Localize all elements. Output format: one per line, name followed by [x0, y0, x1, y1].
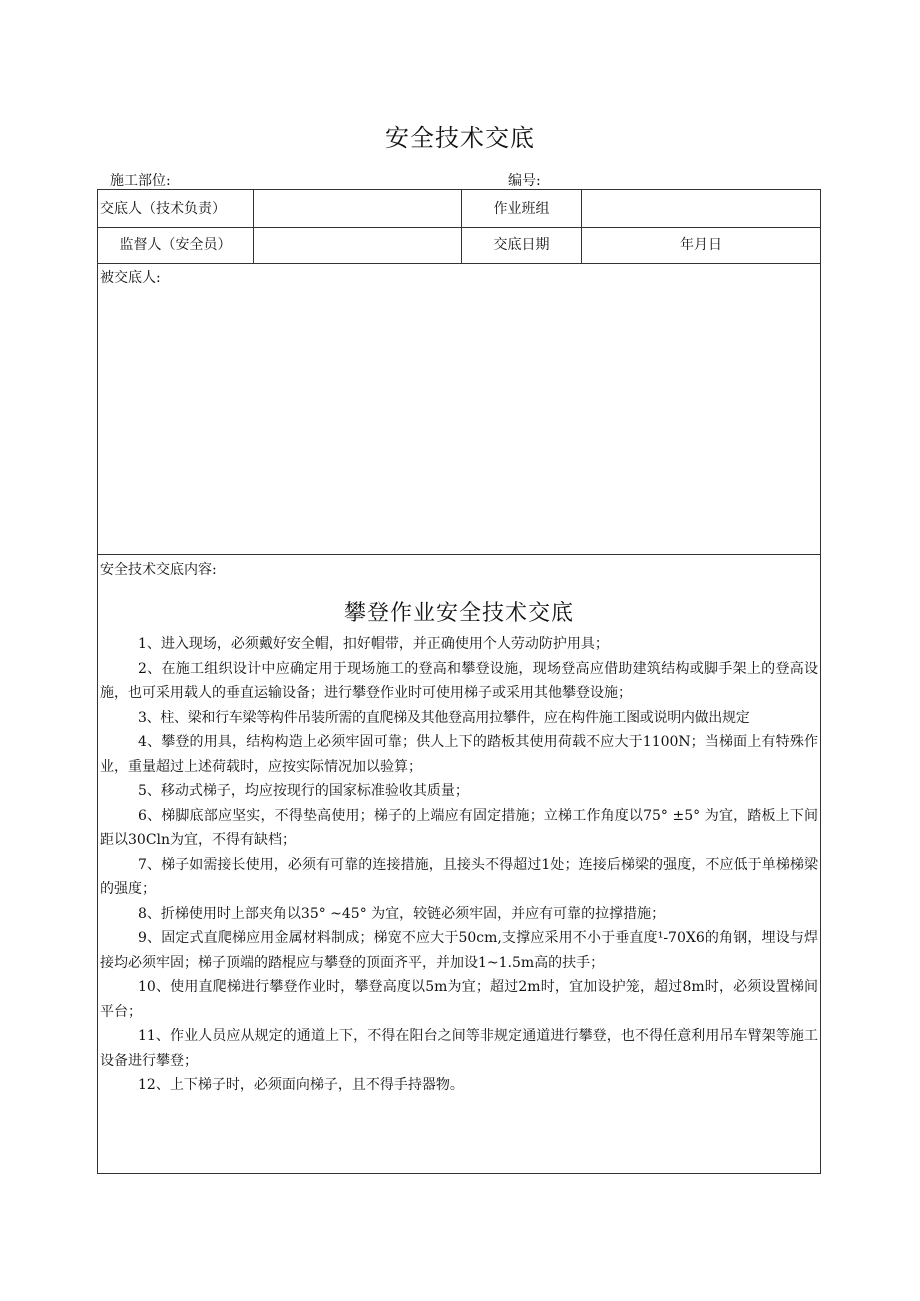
list-item: 1、进入现场，必须戴好安全帽，扣好帽带，并正确使用个人劳动防护用具； — [138, 636, 609, 652]
list-item: 3、柱、梁和行车梁等构件吊装所需的直爬梯及其他登高用拉攀件，应在构件施工图或说明内做出规定 — [138, 709, 750, 726]
recipients-area[interactable] — [100, 290, 818, 550]
discloser-value[interactable] — [254, 191, 460, 226]
work-team-label: 作业班组 — [493, 201, 550, 217]
list-item: 6、梯脚底部应坚实，不得垫高使用；梯子的上端应有固定措施；立梯工作角度以75° ±5° 为宜，踏板上下间距以30Cln为宜，不得有缺档； — [100, 807, 818, 848]
list-item: 10、使用直爬梯进行攀登作业时，攀登高度以5m为宜；超过2m时，宜加设护笼，超过8m时，必须设置梯间平台； — [100, 979, 818, 1020]
disclosure-date-value[interactable]: 年月日 — [680, 237, 722, 253]
document-title: 安全技术交底 — [385, 124, 535, 152]
safety-items-list — [100, 632, 818, 1098]
list-item: 2、在施工组织设计中应确定用于现场施工的登高和攀登设施，现场登高应借助建筑结构或脚手架上的登高设施，也可采用载人的垂直运输设备；进行攀登作业时可使用梯子或采用其他攀登设施； — [100, 660, 818, 701]
disclosure-form — [97, 189, 821, 1174]
list-item: 8、折梯使用时上部夹角以35° ~45° 为宜，较链必须牢固，并应有可靠的拉撑措施； — [138, 905, 666, 922]
list-item: 12、上下梯子时，必须面向梯子，且不得手持器物。 — [138, 1077, 464, 1093]
list-item: 11、作业人员应从规定的通道上下，不得在阳台之间等非规定通道进行攀登，也不得任意利用吊车臂架等施工设备进行攀登； — [100, 1028, 818, 1069]
disclosure-date-label: 交底日期 — [493, 237, 550, 253]
construction-location-label: 施工部位: — [110, 173, 171, 189]
work-team-value[interactable] — [582, 191, 820, 226]
content-label: 安全技术交底内容: — [100, 562, 217, 578]
supervisor-label: 监督人（安全员） — [119, 237, 232, 253]
document-number-label: 编号: — [508, 173, 541, 189]
section-divider — [98, 554, 820, 555]
discloser-label: 交底人（技术负责） — [100, 201, 226, 217]
list-item: 5、移动式梯子，均应按现行的国家标准验收其质量； — [138, 783, 469, 799]
supervisor-value[interactable] — [254, 228, 460, 262]
recipients-label: 被交底人: — [100, 270, 161, 286]
list-item: 7、梯子如需接长使用，必须有可靠的连接措施，且接头不得超过1处；连接后梯梁的强度，不应低于单梯梯梁的强度； — [100, 856, 818, 897]
content-title: 攀登作业安全技术交底 — [343, 601, 574, 626]
row-divider — [98, 263, 820, 264]
list-item: 4、攀登的用具，结构构造上必须牢固可靠；供人上下的踏板其使用荷载不应大于1100N；当梯面上有特殊作业，重量超过上述荷载时，应按实际情况加以验算； — [100, 734, 818, 775]
list-item: 9、固定式直爬梯应用金属材料制成；梯宽不应大于50cm,支撑应采用不小于垂直度¹-70X6的角钢，埋设与焊接均必须牢固；梯子顶端的踏棍应与攀登的顶面齐平，并加设1~1.5m高的扶手； — [100, 930, 818, 971]
